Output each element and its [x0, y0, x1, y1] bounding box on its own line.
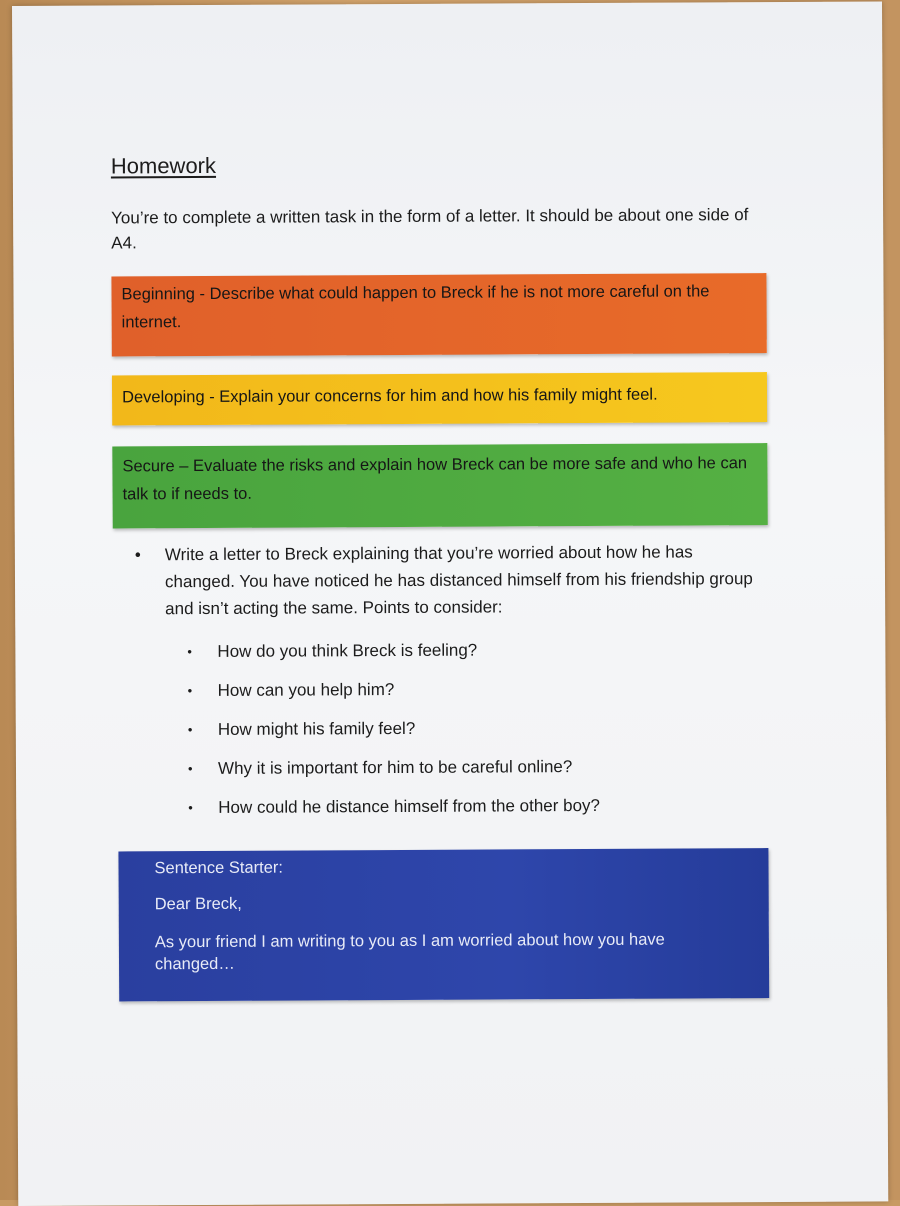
point-item [166, 746, 756, 788]
point-item [166, 707, 756, 749]
point-text: How do you think Breck is feeling? [217, 640, 478, 661]
bullet-icon: • [187, 644, 192, 660]
point-item [165, 668, 755, 710]
bullet-icon: • [187, 761, 193, 777]
bullet-icon: • [188, 800, 193, 816]
point-item [166, 785, 756, 827]
bullet-icon: • [134, 545, 141, 565]
bullet-icon: • [187, 722, 193, 738]
starter-body: As your friend I am writing to you as I am worried about how you have changed… [154, 930, 665, 974]
point-item [165, 629, 755, 671]
bullet-icon: • [187, 683, 193, 699]
homework-sheet [12, 1, 888, 1206]
sentence-starter-box [118, 848, 769, 1001]
points-list [165, 629, 756, 827]
starter-greeting: Dear Breck, [154, 894, 242, 914]
beginning-level-band: Beginning - Describe what could happen to Breck if he is not more careful on the internet. [111, 273, 766, 356]
task-list [135, 538, 756, 827]
point-text: How might his family feel? [217, 718, 416, 739]
secure-level-band: Secure – Evaluate the risks and explain how Breck can be more safe and who he can talk to if needs to. [112, 443, 767, 528]
starter-label: Sentence Starter: [154, 858, 283, 878]
page-title: Homework [110, 152, 217, 179]
task-bullet [135, 538, 756, 827]
developing-level-band: Developing - Explain your concerns for him and how his family might feel. [112, 372, 767, 425]
point-text: How could he distance himself from the other boy? [218, 795, 601, 817]
intro-text: You’re to complete a written task in the form of a letter. It should be about one side of A4. [111, 205, 749, 253]
task-text: Write a letter to Breck explaining that you’re worried about how he has changed. You have noticed he has distanced himself from his friendship group and isn’t acting the same. Points to consider: [164, 542, 753, 619]
point-text: How can you help him? [217, 680, 395, 700]
sheet-content [110, 150, 771, 974]
point-text: Why it is important for him to be careful online? [217, 757, 573, 778]
